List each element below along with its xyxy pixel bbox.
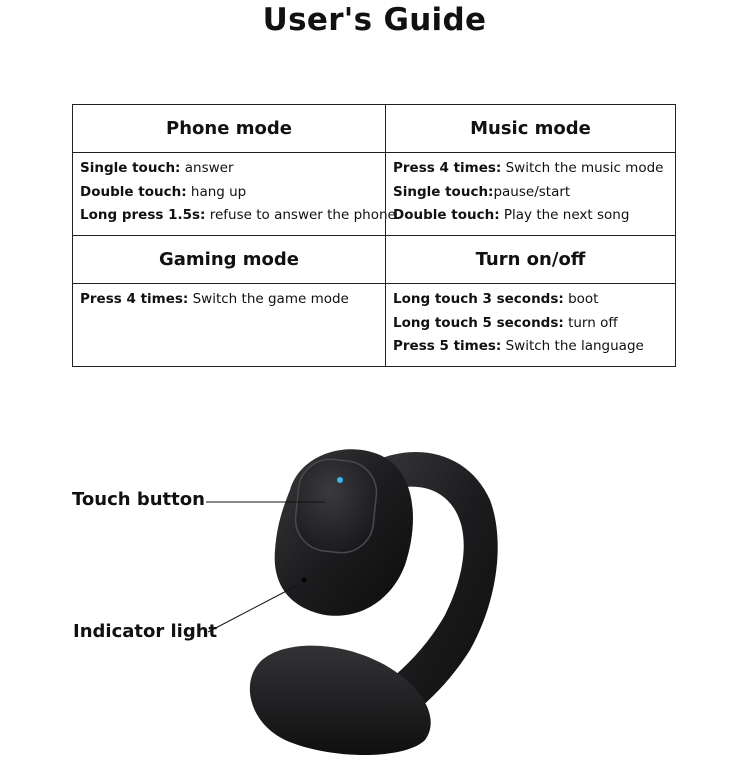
instruction-label: Single touch:	[80, 160, 181, 176]
instruction-text: turn off	[563, 314, 618, 331]
touch-button-surface	[292, 456, 379, 556]
instruction-label: Double touch:	[393, 207, 500, 223]
indicator-light-leader	[208, 586, 296, 632]
instruction-text: refuse to answer the phone	[205, 207, 396, 223]
instruction-text: boot	[563, 291, 599, 307]
instruction-label: Long touch 3 seconds:	[393, 291, 564, 307]
instruction-label: Long press 1.5s:	[80, 207, 206, 223]
music-mode-heading: Music mode	[386, 105, 676, 153]
instruction-text: hang up	[186, 183, 247, 200]
indicator-light-hole	[302, 578, 307, 583]
turn-on-off-heading: Turn on/off	[386, 236, 676, 284]
indicator-light-label: Indicator light	[73, 621, 218, 642]
instruction-label: Double touch:	[80, 183, 187, 200]
instruction-text: answer	[180, 160, 234, 176]
instruction-label: Press 5 times:	[393, 338, 502, 354]
gaming-mode-heading: Gaming mode	[73, 236, 386, 284]
instruction-text: Switch the music mode	[501, 160, 664, 176]
instruction-text: Play the next song	[499, 207, 630, 223]
touch-button-label: Touch button	[72, 489, 205, 510]
page-title: User's Guide	[262, 2, 487, 38]
instruction-text: Switch the language	[501, 338, 644, 354]
indicator-led	[337, 477, 343, 483]
instruction-label: Long touch 5 seconds:	[393, 314, 564, 331]
ear-tip	[250, 646, 431, 755]
instruction-label: Press 4 times:	[393, 160, 502, 176]
instruction-label: Press 4 times:	[80, 291, 189, 307]
phone-mode-heading: Phone mode	[73, 105, 386, 153]
instruction-text: pause/start	[493, 183, 571, 200]
instruction-label: Single touch:	[393, 183, 494, 200]
instruction-text: Switch the game mode	[188, 291, 349, 307]
